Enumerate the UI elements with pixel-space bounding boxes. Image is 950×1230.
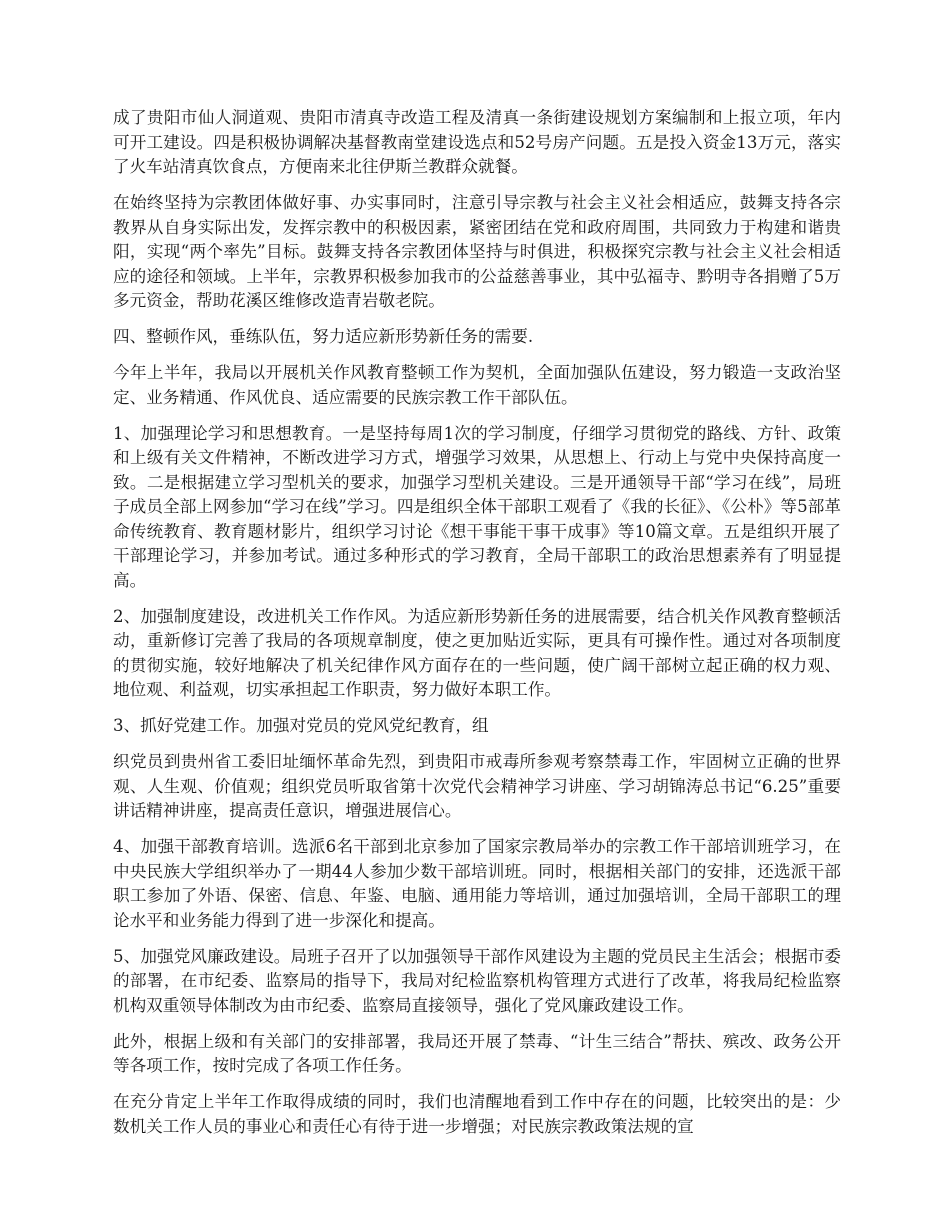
paragraph-10: 5、加强党风廉政建设。局班子召开了以加强领导干部作风建设为主题的党员民主生活会；根据市委的部署，在市纪委、监察局的指导下，我局对纪检监察机构管理方式进行了改革，将我局纪检监察机构双重领导体制改为由市纪委、监察局直接领导，强化了党风廉政建设工作。 (113, 946, 841, 1015)
paragraph-4: 今年上半年，我局以开展机关作风教育整顿工作为契机，全面加强队伍建设，努力锻造一支政治坚定、业务精通、作风优良、适应需要的民族宗教工作干部队伍。 (113, 363, 841, 407)
paragraph-5: 1、加强理论学习和思想教育。一是坚持每周1次的学习制度，仔细学习贯彻党的路线、方针、政策和上级有关文件精神，不断改进学习方式，增强学习效果，从思想上、行动上与党中央保持高度一致。二是根据建立学习型机关的要求，加强学习型机关建设。三是开通领导干部“学习在线”，局班子成员全部上网参加“学习在线”学习。四是组织全体干部职工观看了《我的长征》、《公朴》等5部革命传统教育、教育题材影片，组织学习讨论《想干事能干事干成事》等10篇文章。五是组织开展了干部理论学习，并参加考试。通过多种形式的学习教育，全局干部职工的政治思想素养有了明显提高。 (113, 423, 841, 590)
document-body (113, 106, 841, 1151)
section-heading: 四、整顿作风，垂练队伍，努力适应新形势新任务的需要. (113, 327, 534, 346)
paragraph-7: 3、抓好党建工作。加强对党员的党风党纪教育，组 (113, 716, 489, 735)
paragraph-12: 在充分肯定上半年工作取得成绩的同时，我们也清醒地看到工作中存在的问题，比较突出的是：少数机关工作人员的事业心和责任心有待于进一步增强；对民族宗教政策法规的宣 (113, 1092, 841, 1136)
paragraph-1: 成了贵阳市仙人洞道观、贵阳市清真寺改造工程及清真一条街建设规划方案编制和上报立项，年内可开工建设。四是积极协调解决基督教南堂建设选点和52号房产问题。五是投入资金13万元，落实了火车站清真饮食点，方便南来北往伊斯兰教群众就餐。 (113, 108, 841, 176)
paragraph-8: 织党员到贵州省工委旧址缅怀革命先烈，到贵阳市戒毒所参观考察禁毒工作，牢固树立正确的世界观、人生观、价值观；组织党员听取省第十次党代会精神学习讲座、学习胡锦涛总书记“6.25”重要讲话精神讲座，提高责任意识，增强进展信心。 (113, 752, 841, 820)
paragraph-11: 此外，根据上级和有关部门的安排部署，我局还开展了禁毒、“计生三结合”帮扶、殡改、政务公开等各项工作，按时完成了各项工作任务。 (113, 1031, 841, 1075)
paragraph-6: 2、加强制度建设，改进机关工作作风。为适应新形势新任务的进展需要，结合机关作风教育整顿活动，重新修订完善了我局的各项规章制度，使之更加贴近实际，更具有可操作性。通过对各项制度的贯彻实施，较好地解决了机关纪律作风方面存在的一些问题，使广阔干部树立起正确的权力观、地位观、利益观，切实承担起工作职责，努力做好本职工作。 (113, 606, 841, 699)
paragraph-2: 在始终坚持为宗教团体做好事、办实事同时，注意引导宗教与社会主义社会相适应，鼓舞支持各宗教界从自身实际出发，发挥宗教中的积极因素，紧密团结在党和政府周围，共同致力于构建和谐贵阳，实现“两个率先”目标。鼓舞支持各宗教团体坚持与时俱进，积极探究宗教与社会主义社会相适应的途径和领域。上半年，宗教界积极参加我市的公益慈善事业，其中弘福寺、黔明寺各捐赠了5万多元资金，帮助花溪区维修改造青岩敬老院。 (113, 193, 841, 310)
paragraph-9: 4、加强干部教育培训。选派6名干部到北京参加了国家宗教局举办的宗教工作干部培训班学习，在中央民族大学组织举办了一期44人参加少数干部培训班。同时，根据相关部门的安排，还选派干部职工参加了外语、保密、信息、年鉴、电脑、通用能力等培训，通过加强培训，全局干部职工的理论水平和业务能力得到了进一步深化和提高。 (113, 837, 841, 930)
